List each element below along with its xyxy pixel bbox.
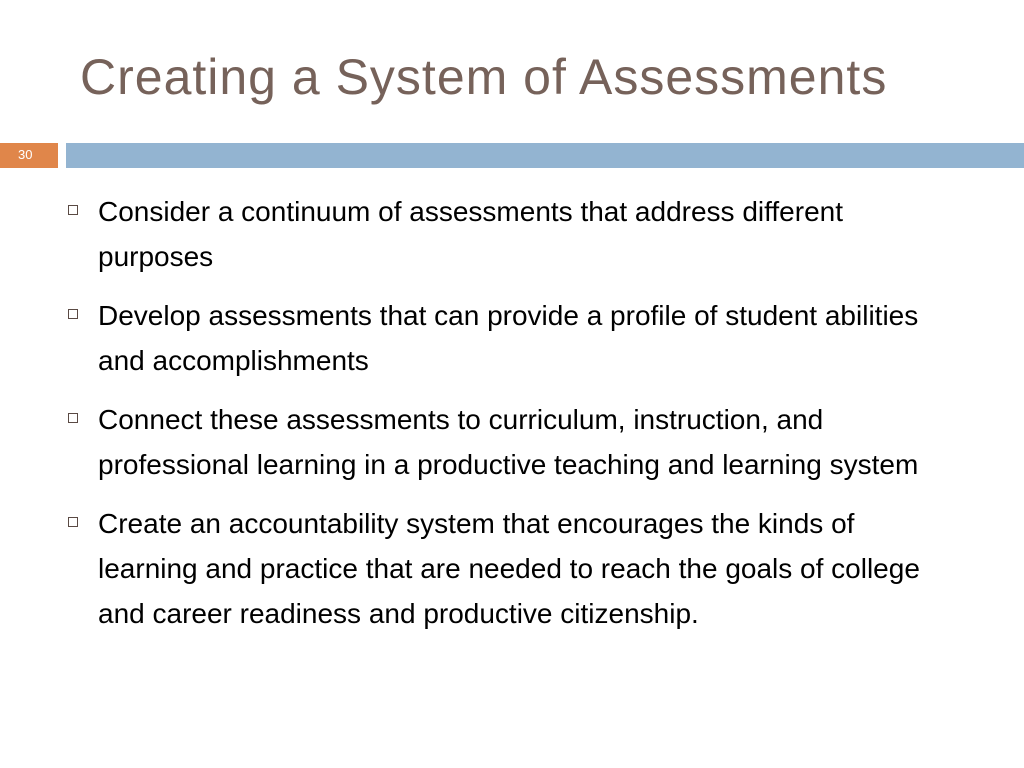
square-bullet-icon	[68, 205, 78, 215]
slide-title: Creating a System of Assessments	[80, 49, 888, 105]
bullet-text: Connect these assessments to curriculum, instruction, and professional learning in a productive teaching and learning system	[98, 404, 919, 480]
bullet-item	[64, 501, 944, 636]
bullet-item	[64, 397, 944, 487]
bullet-text: Create an accountability system that encourages the kinds of learning and practice that are needed to reach the goals of college and career readiness and productive citizenship.	[98, 508, 920, 629]
bullet-list	[64, 189, 944, 650]
bullet-text: Consider a continuum of assessments that address different purposes	[98, 196, 843, 272]
bullet-item	[64, 293, 944, 383]
page-number-badge	[0, 143, 58, 168]
square-bullet-icon	[68, 413, 78, 423]
page-number: 30	[18, 147, 33, 162]
bullet-text: Develop assessments that can provide a profile of student abilities and accomplishments	[98, 300, 919, 376]
square-bullet-icon	[68, 309, 78, 319]
header-accent-bar	[66, 143, 1024, 168]
square-bullet-icon	[68, 517, 78, 527]
bullet-item	[64, 189, 944, 279]
